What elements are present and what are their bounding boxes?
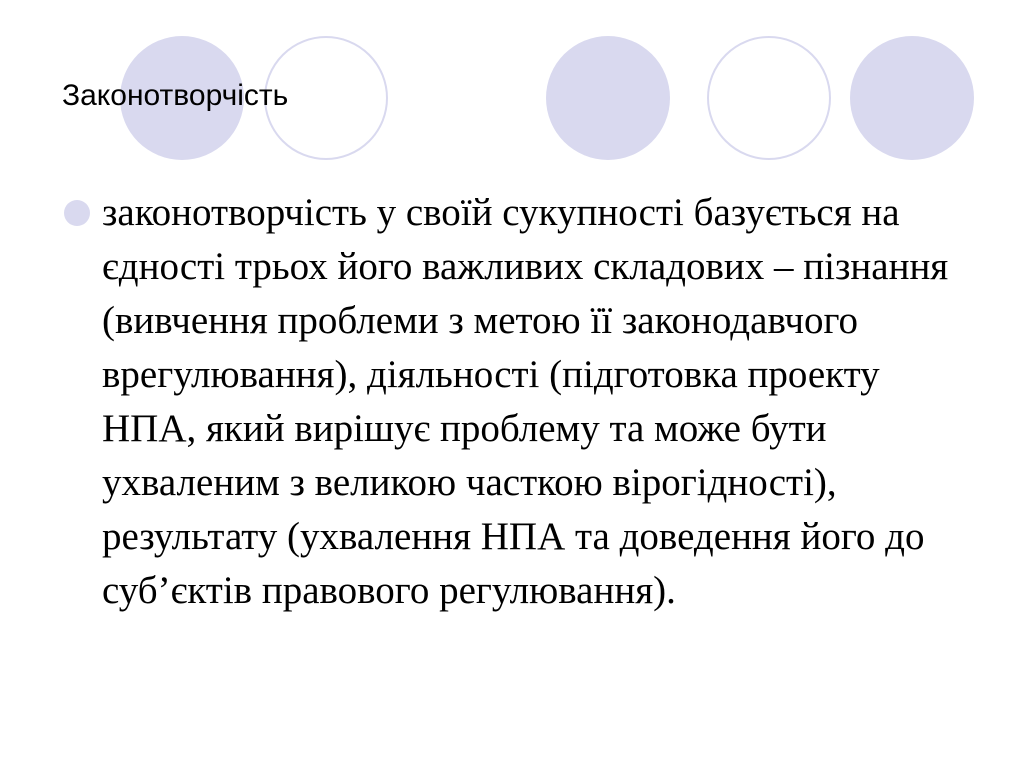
bullet-item: [64, 186, 964, 618]
decorative-circle-3: [546, 36, 670, 160]
decorative-circle-4: [707, 36, 831, 160]
decorative-circle-5: [850, 36, 974, 160]
slide-title: Законотворчість: [62, 79, 289, 112]
bullet-dot-icon: [64, 200, 90, 226]
bullet-text: законотворчість у своїй сукупності базується на єдності трьох його важливих складових – пізнання (вивчення проблеми з метою її законодавчого врегулювання), діяльності (підготовка проекту НПА, який вирішує проблему та може бути ухваленим з великою часткою вірогідності), результату (ухвалення НПА та доведення його до суб’єктів правового регулювання).: [102, 191, 949, 612]
slide-content: [64, 186, 964, 618]
